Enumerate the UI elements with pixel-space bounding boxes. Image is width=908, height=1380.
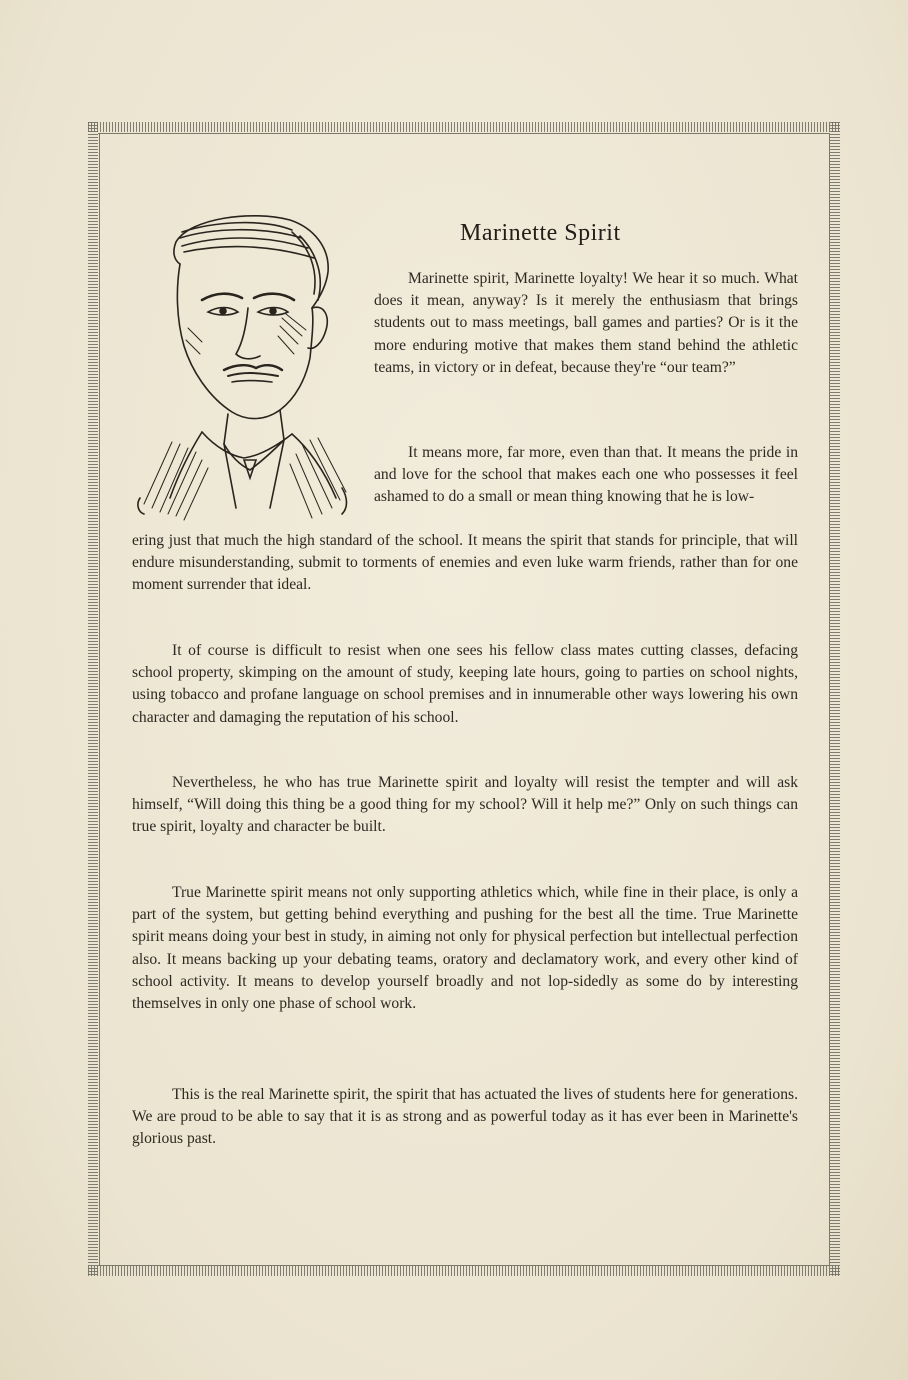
- inner-rule-left: [99, 133, 100, 1265]
- paragraph-1: Marinette spirit, Marinette loyalty! We hear it so much. What does it mean, anyway? Is it merely the enthusiasm that brings students out to mass meetings, ball games and parties? Or is it the more enduring motive that makes them stand behind the athletic teams, in victory or in defeat, because they're “our team?”: [374, 270, 798, 376]
- portrait-sketch-icon: [132, 208, 352, 528]
- border-bottom: [88, 1266, 840, 1276]
- inner-rule-bottom: [98, 1265, 830, 1266]
- paragraph-6: This is the real Marinette spirit, the spirit that has actuated the lives of students here for generations. We are proud to be able to say that it is as strong and as powerful today as it has ever been in Marinette's glorious past.: [132, 1086, 798, 1148]
- paragraph-2-end: ering just that much the high standard of the school. It means the spirit that stands for principle, that will endure misunderstanding, submit to torments of enemies and even luke warm friends, rather than for one moment surrender that ideal.: [132, 532, 798, 594]
- paragraph-2-start: It means more, far more, even than that. It means the pride in and love for the school that makes each one who possesses it feel ashamed to do a small or mean thing knowing that he is low-: [374, 444, 798, 506]
- inner-rule-top: [98, 133, 830, 134]
- paragraph-5: True Marinette spirit means not only supporting athletics which, while fine in their place, is only a part of the system, but getting behind everything and pushing for the best all the time. True Marinette spirit means doing your best in study, in aiming not only for physical perfection but intellectual perfection also. It means backing up your debating teams, oratory and declamatory work, and every other kind of school activity. It means to develop yourself broadly and not lop-sidedly as some do by interesting themselves in only one phase of school work.: [132, 884, 798, 1013]
- border-right: [830, 122, 840, 1276]
- inner-rule-right: [829, 133, 830, 1265]
- border-top: [88, 122, 840, 132]
- border-left: [88, 122, 98, 1276]
- paragraph-4: Nevertheless, he who has true Marinette spirit and loyalty will resist the tempter and will ask himself, “Will doing this thing be a good thing for my school? Will it help me?” Only on such things can true spirit, loyalty and character be built.: [132, 774, 798, 836]
- paragraph-3: It of course is difficult to resist when one sees his fellow class mates cutting classes, defacing school property, skimping on the amount of study, keeping late hours, going to parties on school nights, using tobacco and profane language on school premises and in innumerable other ways lowering his own character and damaging the reputation of his school.: [132, 642, 798, 726]
- article-title: Marinette Spirit: [460, 220, 621, 246]
